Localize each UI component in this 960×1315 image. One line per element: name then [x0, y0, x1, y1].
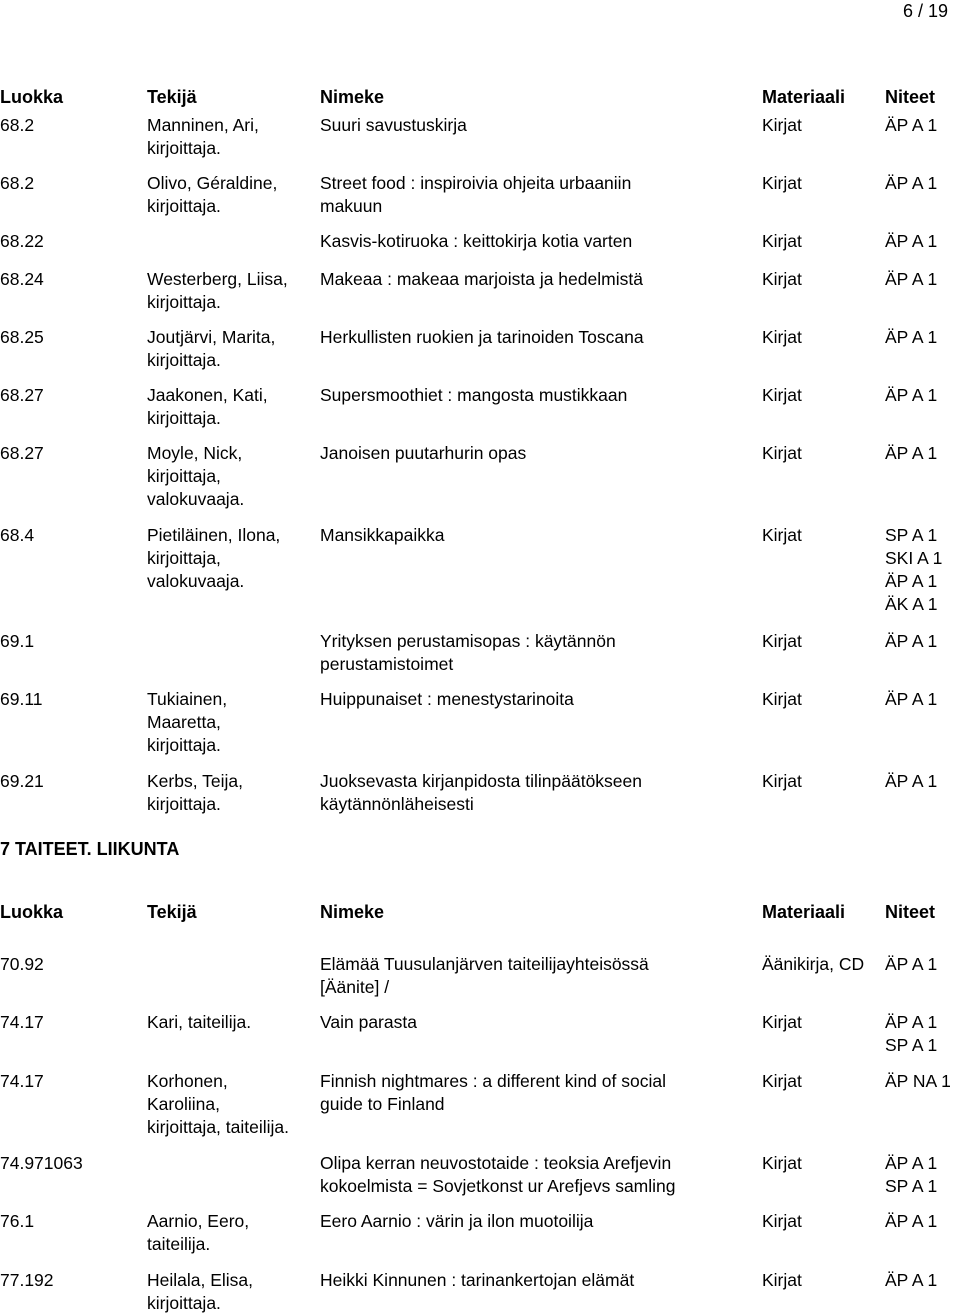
cell-author-line: Aarnio, Eero, — [147, 1211, 250, 1231]
cell-title-line: Finnish nightmares : a different kind of social — [320, 1071, 666, 1091]
column-header-material: Materiaali — [762, 87, 846, 107]
cell-author-line: valokuvaaja. — [147, 571, 245, 591]
cell-class — [0, 630, 140, 653]
cell-material — [762, 688, 882, 711]
column-header-title: Nimeke — [320, 902, 385, 922]
cell-title-line: perustamistoimet — [320, 654, 454, 674]
cell-class — [0, 953, 140, 976]
cell-copies-line: ÄP A 1 — [885, 385, 938, 405]
cell-class-line: 69.1 — [0, 631, 35, 651]
cell-class-line: 77.192 — [0, 1270, 54, 1290]
cell-class-line: 68.4 — [0, 525, 35, 545]
cell-class-line: 69.21 — [0, 771, 44, 791]
cell-title-line: käytännönläheisesti — [320, 794, 474, 814]
cell-copies — [885, 953, 960, 976]
cell-material — [762, 230, 882, 253]
cell-author-line: kirjoittaja. — [147, 794, 221, 814]
cell-author — [147, 1210, 315, 1256]
cell-class — [0, 384, 140, 407]
cell-class-line: 68.22 — [0, 231, 44, 251]
cell-material-line: Kirjat — [762, 385, 802, 405]
cell-title — [320, 770, 750, 816]
cell-class — [0, 1210, 140, 1233]
cell-author — [147, 326, 315, 372]
cell-material-line: Kirjat — [762, 771, 802, 791]
cell-title-line: Suuri savustuskirja — [320, 115, 467, 135]
cell-title-line: kokoelmista = Sovjetkonst ur Arefjevs samling — [320, 1176, 676, 1196]
cell-author — [147, 1070, 315, 1139]
cell-class — [0, 770, 140, 793]
cell-class-line: 76.1 — [0, 1211, 35, 1231]
cell-author-line: taiteilija. — [147, 1234, 211, 1254]
cell-copies-line: ÄP A 1 — [885, 689, 938, 709]
cell-copies-line: ÄP A 1 — [885, 269, 938, 289]
cell-author — [147, 384, 315, 430]
cell-title-line: Kasvis-kotiruoka : keittokirja kotia varten — [320, 231, 633, 251]
cell-material — [762, 1070, 882, 1093]
cell-title-line: Juoksevasta kirjanpidosta tilinpäätökseen — [320, 771, 642, 791]
cell-author — [147, 114, 315, 160]
cell-material — [762, 442, 882, 465]
cell-material-line: Kirjat — [762, 631, 802, 651]
cell-title-line: Supersmoothiet : mangosta mustikkaan — [320, 385, 628, 405]
cell-author — [147, 172, 315, 218]
cell-title-line: [Äänite] / — [320, 977, 390, 997]
cell-title — [320, 630, 750, 676]
cell-title — [320, 688, 750, 711]
section-heading: 7 TAITEET. LIIKUNTA — [0, 839, 180, 859]
cell-copies — [885, 230, 960, 253]
cell-author — [147, 524, 315, 593]
cell-material-line: Kirjat — [762, 443, 802, 463]
cell-material-line: Kirjat — [762, 1270, 802, 1290]
cell-copies — [885, 688, 960, 711]
cell-title-line: makuun — [320, 196, 383, 216]
cell-copies-line: SP A 1 — [885, 525, 938, 545]
cell-title — [320, 172, 750, 218]
cell-class — [0, 326, 140, 349]
cell-author-line: kirjoittaja. — [147, 350, 221, 370]
cell-material — [762, 1011, 882, 1034]
cell-class — [0, 688, 140, 711]
column-header-title: Nimeke — [320, 87, 385, 107]
cell-material — [762, 1152, 882, 1175]
cell-class-line: 68.27 — [0, 443, 44, 463]
cell-class-line: 68.2 — [0, 173, 35, 193]
cell-author-line: Jaakonen, Kati, — [147, 385, 268, 405]
cell-class-line: 68.25 — [0, 327, 44, 347]
cell-author — [147, 1269, 315, 1315]
cell-class — [0, 268, 140, 291]
cell-author-line: kirjoittaja, taiteilija. — [147, 1117, 289, 1137]
cell-class-line: 70.92 — [0, 954, 44, 974]
cell-author-line: kirjoittaja, — [147, 548, 221, 568]
cell-author — [147, 1011, 315, 1034]
cell-class — [0, 1011, 140, 1034]
cell-author-line: Heilala, Elisa, — [147, 1270, 254, 1290]
cell-copies-line: SP A 1 — [885, 1176, 938, 1196]
cell-author-line: kirjoittaja. — [147, 1293, 221, 1313]
cell-copies — [885, 114, 960, 137]
cell-title — [320, 1269, 750, 1292]
cell-title-line: Makeaa : makeaa marjoista ja hedelmistä — [320, 269, 643, 289]
cell-title — [320, 953, 750, 999]
cell-title-line: Herkullisten ruokien ja tarinoiden Toscana — [320, 327, 644, 347]
cell-title — [320, 268, 750, 291]
cell-copies-line: SKI A 1 — [885, 548, 943, 568]
cell-class-line: 74.17 — [0, 1012, 44, 1032]
column-header-class: Luokka — [0, 87, 64, 107]
cell-material-line: Kirjat — [762, 689, 802, 709]
cell-material-line: Kirjat — [762, 1211, 802, 1231]
cell-title-line: Janoisen puutarhurin opas — [320, 443, 527, 463]
cell-class-line: 68.24 — [0, 269, 44, 289]
table-header-row — [0, 86, 960, 110]
cell-author-line: kirjoittaja. — [147, 138, 221, 158]
column-header-author: Tekijä — [147, 87, 197, 107]
cell-class — [0, 524, 140, 547]
cell-copies — [885, 1210, 960, 1233]
cell-copies-line: ÄP A 1 — [885, 231, 938, 251]
column-header-material: Materiaali — [762, 902, 846, 922]
cell-material-line: Kirjat — [762, 1012, 802, 1032]
cell-copies-line: ÄP A 1 — [885, 571, 938, 591]
cell-copies-line: ÄP A 1 — [885, 327, 938, 347]
cell-author-line: kirjoittaja. — [147, 292, 221, 312]
cell-class-line: 68.2 — [0, 115, 35, 135]
cell-class — [0, 442, 140, 465]
cell-title-line: Mansikkapaikka — [320, 525, 445, 545]
cell-author-line: kirjoittaja. — [147, 408, 221, 428]
cell-material-line: Kirjat — [762, 173, 802, 193]
cell-copies-line: ÄP A 1 — [885, 954, 938, 974]
column-header-copies: Niteet — [885, 87, 936, 107]
cell-material — [762, 770, 882, 793]
cell-author-line: valokuvaaja. — [147, 489, 245, 509]
cell-title-line: Olipa kerran neuvostotaide : teoksia Arefjevin — [320, 1153, 672, 1173]
cell-title-line: Vain parasta — [320, 1012, 417, 1032]
cell-copies — [885, 384, 960, 407]
cell-class — [0, 1070, 140, 1093]
column-header-class: Luokka — [0, 902, 64, 922]
cell-title — [320, 326, 750, 349]
cell-material — [762, 326, 882, 349]
cell-copies-line: SP A 1 — [885, 1035, 938, 1055]
cell-author-line: Joutjärvi, Marita, — [147, 327, 276, 347]
cell-author-line: Manninen, Ari, — [147, 115, 259, 135]
cell-author — [147, 268, 315, 314]
cell-material-line: Kirjat — [762, 231, 802, 251]
cell-material — [762, 114, 882, 137]
cell-material-line: Kirjat — [762, 1153, 802, 1173]
cell-material — [762, 524, 882, 547]
cell-title — [320, 1070, 750, 1116]
cell-copies-line: ÄP NA 1 — [885, 1071, 951, 1091]
cell-author-line: kirjoittaja, — [147, 466, 221, 486]
cell-author-line: Olivo, Géraldine, — [147, 173, 278, 193]
cell-copies — [885, 524, 960, 616]
cell-title-line: Heikki Kinnunen : tarinankertojan elämät — [320, 1270, 635, 1290]
cell-material — [762, 1210, 882, 1233]
table-header-row — [0, 901, 960, 925]
cell-title-line: Yrityksen perustamisopas : käytännön — [320, 631, 616, 651]
cell-author-line: kirjoittaja. — [147, 196, 221, 216]
cell-author — [147, 442, 315, 511]
cell-title — [320, 524, 750, 547]
cell-copies — [885, 1152, 960, 1198]
cell-title — [320, 384, 750, 407]
cell-author-line: Westerberg, Liisa, — [147, 269, 288, 289]
cell-author — [147, 770, 315, 816]
cell-class — [0, 1152, 140, 1175]
cell-copies-line: ÄP A 1 — [885, 1270, 938, 1290]
cell-author-line: Karoliina, — [147, 1094, 220, 1114]
cell-copies — [885, 1269, 960, 1292]
cell-material — [762, 384, 882, 407]
cell-copies — [885, 630, 960, 653]
cell-author-line: Maaretta, — [147, 712, 221, 732]
cell-class — [0, 1269, 140, 1292]
cell-class — [0, 172, 140, 195]
cell-title-line: guide to Finland — [320, 1094, 445, 1114]
cell-copies — [885, 172, 960, 195]
cell-title — [320, 230, 750, 253]
cell-material-line: Kirjat — [762, 525, 802, 545]
cell-author-line: Tukiainen, — [147, 689, 228, 709]
cell-material — [762, 268, 882, 291]
column-header-copies: Niteet — [885, 902, 936, 922]
cell-author-line: Pietiläinen, Ilona, — [147, 525, 281, 545]
cell-title-line: Huippunaiset : menestystarinoita — [320, 689, 574, 709]
cell-title — [320, 442, 750, 465]
cell-author-line: Moyle, Nick, — [147, 443, 243, 463]
cell-title-line: Elämää Tuusulanjärven taiteilijayhteisössä — [320, 954, 649, 974]
cell-copies-line: ÄP A 1 — [885, 173, 938, 193]
cell-author-line: kirjoittaja. — [147, 735, 221, 755]
cell-material — [762, 953, 882, 976]
cell-copies-line: ÄP A 1 — [885, 1211, 938, 1231]
cell-class — [0, 230, 140, 253]
column-header-author: Tekijä — [147, 902, 197, 922]
cell-copies-line: ÄP A 1 — [885, 115, 938, 135]
cell-copies — [885, 1070, 960, 1093]
cell-author-line: Kari, taiteilija. — [147, 1012, 252, 1032]
cell-title-line: Street food : inspiroivia ohjeita urbaaniin — [320, 173, 632, 193]
cell-copies-line: ÄP A 1 — [885, 771, 938, 791]
cell-copies-line: ÄK A 1 — [885, 594, 938, 614]
cell-author-line: Korhonen, — [147, 1071, 228, 1091]
cell-material-line: Kirjat — [762, 1071, 802, 1091]
cell-class-line: 74.17 — [0, 1071, 44, 1091]
cell-copies-line: ÄP A 1 — [885, 443, 938, 463]
cell-author-line: Kerbs, Teija, — [147, 771, 243, 791]
cell-material — [762, 172, 882, 195]
cell-class-line: 68.27 — [0, 385, 44, 405]
cell-class-line: 74.971063 — [0, 1153, 83, 1173]
cell-copies — [885, 326, 960, 349]
cell-material-line: Kirjat — [762, 327, 802, 347]
cell-class — [0, 114, 140, 137]
cell-title — [320, 1210, 750, 1233]
cell-copies-line: ÄP A 1 — [885, 1012, 938, 1032]
cell-copies-line: ÄP A 1 — [885, 631, 938, 651]
cell-author — [147, 688, 315, 757]
cell-material — [762, 1269, 882, 1292]
cell-title — [320, 114, 750, 137]
cell-material-line: Äänikirja, CD — [762, 954, 865, 974]
cell-title — [320, 1011, 750, 1034]
cell-title-line: Eero Aarnio : värin ja ilon muotoilija — [320, 1211, 594, 1231]
cell-copies — [885, 770, 960, 793]
cell-material-line: Kirjat — [762, 115, 802, 135]
cell-copies — [885, 268, 960, 291]
cell-copies-line: ÄP A 1 — [885, 1153, 938, 1173]
cell-class-line: 69.11 — [0, 689, 43, 709]
cell-material — [762, 630, 882, 653]
cell-copies — [885, 1011, 960, 1057]
cell-title — [320, 1152, 750, 1198]
cell-material-line: Kirjat — [762, 269, 802, 289]
page-number: 6 / 19 — [902, 1, 948, 21]
cell-copies — [885, 442, 960, 465]
